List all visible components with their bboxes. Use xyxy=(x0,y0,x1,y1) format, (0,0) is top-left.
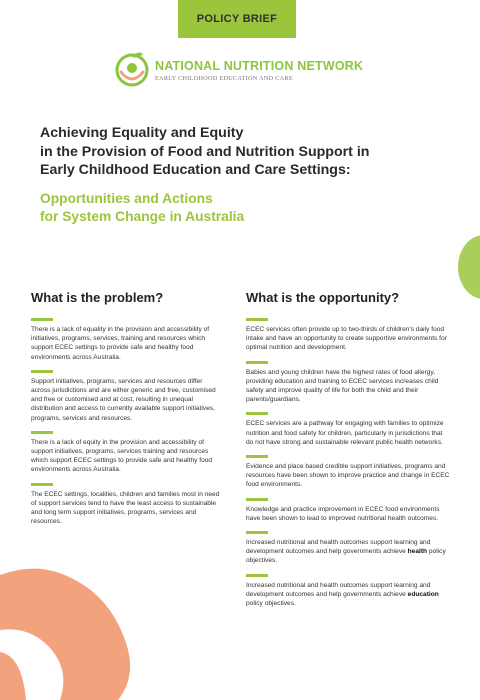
opportunity-column xyxy=(246,290,450,616)
national-nutrition-network-logo xyxy=(112,46,372,96)
problem-text: There is a lack of equality in the provision and accessibility of initiatives, programs, services, training and resources which support ECEC settings to provide safe and healthy food environments across Australia. xyxy=(31,326,210,361)
opportunity-heading: What is the opportunity? xyxy=(246,290,400,305)
problem-text: There is a lack of equity in the provision and accessibility of support initiatives, programs, services training and resources which support ECEC settings to provide safe and healthy food environments across Australia. xyxy=(31,438,213,474)
opportunity-item xyxy=(246,574,450,609)
problem-item xyxy=(31,370,223,423)
problem-item xyxy=(31,483,223,527)
opportunity-text-education xyxy=(246,581,450,609)
education-text-post: policy objectives. xyxy=(246,600,296,608)
section-divider xyxy=(246,498,268,501)
decorative-orange-blob xyxy=(0,560,150,700)
opportunity-item xyxy=(246,318,450,353)
opportunity-text: Knowledge and practice improvement in ECEC food environments have been shown to lead to improved nutritional health outcomes. xyxy=(246,505,440,522)
decorative-green-blob xyxy=(448,232,480,302)
section-divider xyxy=(246,318,268,321)
logo-subtitle: EARLY CHILDHOOD EDUCATION AND CARE xyxy=(155,75,293,82)
problem-heading: What is the problem? xyxy=(31,290,164,305)
document-title xyxy=(40,124,440,180)
education-text-pre: Increased nutritional and health outcomes support learning and development outcomes and help governments achieve xyxy=(246,581,431,598)
opportunity-text: ECEC services often provide up to two-thirds of children's daily food intake and have an opportunity to create supportive environments for optimal nutrition and development. xyxy=(246,326,447,352)
title-line-2: in the Provision of Food and Nutrition Support in xyxy=(40,143,370,160)
section-divider xyxy=(246,412,268,415)
opportunity-text: ECEC services are a pathway for engaging with families to optimize nutrition and food safety for children, particularly in jurisdictions that do not have strong and sustainable relevant public health networks. xyxy=(246,420,444,446)
section-divider xyxy=(31,431,53,434)
title-line-3: Early Childhood Education and Care Settings: xyxy=(40,162,351,178)
subtitle-line-1: Opportunities and Actions xyxy=(40,191,213,206)
section-divider xyxy=(31,483,53,486)
opportunity-item xyxy=(246,412,450,447)
section-divider xyxy=(31,318,53,321)
problem-column xyxy=(31,290,223,534)
problem-text: Support initiatives, programs, services and resources differ across jurisdictions and are either generic and free, customised and free or customised and at cost, resulting in unequal distribution and access to currently available support initiatives, programs, services and resources. xyxy=(31,377,216,422)
logo-name: NATIONAL NUTRITION NETWORK xyxy=(155,59,364,73)
policy-brief-tab: POLICY BRIEF xyxy=(178,0,296,38)
section-divider xyxy=(246,531,268,534)
opportunity-text: Babies and young children have the highest rates of food allergy, providing education and training to ECEC services increases child safety and improve quality of life for both the child and their parents/guardians. xyxy=(246,368,439,404)
opportunity-text-health xyxy=(246,538,450,566)
problem-text: The ECEC settings, localities, children and families most in need of support services tend to have the least access to sustainable and long term support initiatives, programs, services and resources. xyxy=(31,490,220,526)
opportunity-item xyxy=(246,455,450,490)
apple-logo-icon xyxy=(112,48,152,90)
section-divider xyxy=(246,455,268,458)
health-text-pre: Increased nutritional and health outcomes support learning and development outcomes and help governments achieve xyxy=(246,539,431,556)
opportunity-item xyxy=(246,498,450,523)
opportunity-item xyxy=(246,361,450,405)
opportunity-item xyxy=(246,531,450,566)
subtitle-line-2: for System Change in Australia xyxy=(40,209,245,224)
opportunity-text: Evidence and place based credible support initiatives, programs and resources have been shown to improve practice and change in ECEC food environments. xyxy=(246,463,450,489)
title-line-1: Achieving Equality and Equity xyxy=(40,125,244,141)
health-text-post: policy objectives. xyxy=(246,548,446,565)
problem-item xyxy=(31,318,223,362)
section-divider xyxy=(246,361,268,364)
section-divider xyxy=(31,370,53,373)
problem-item xyxy=(31,431,223,475)
health-keyword: health xyxy=(407,548,428,556)
document-subtitle xyxy=(40,190,440,226)
section-divider xyxy=(246,574,268,577)
education-keyword: education xyxy=(407,590,439,598)
